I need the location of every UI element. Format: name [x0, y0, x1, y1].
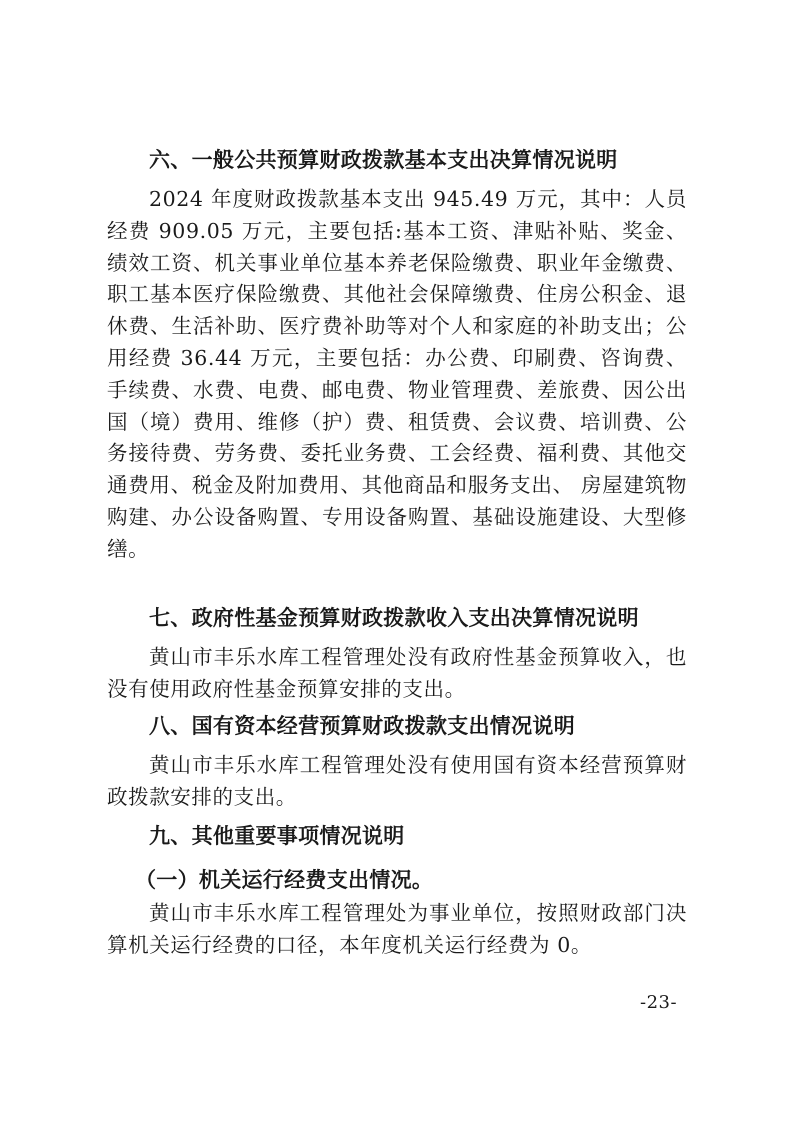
- section-8-heading: 八、国有资本经营预算财政拨款支出情况说明: [149, 714, 575, 738]
- section-6-heading: 六、一般公共预算财政拨款基本支出决算情况说明: [149, 148, 618, 172]
- section-9-subheading: （一）机关运行经费支出情况。: [135, 868, 434, 892]
- section-9-heading: 九、其他重要事项情况说明: [149, 824, 405, 848]
- section-6-paragraph: 2024 年度财政拨款基本支出 945.49 万元，其中：人员经费 909.05 万元，主要包括:基本工资、津贴补贴、奖金、绩效工资、机关事业单位基本养老保险缴费、职业年金缴费、职工基本医疗保险缴费、其他社会保障缴费、住房公积金、退休费、生活补助、医疗费补助等对个人和家庭的补助支出；公用经费 36.44 万元，主要包括：办公费、印刷费、咨询费、手续费、水费、电费、邮电费、物业管理费、差旅费、因公出国（境）费用、维修（护）费、租赁费、会议费、培训费、公务接待费、劳务费、委托业务费、工会经费、福利费、其他交通费用、税金及附加费用、其他商品和服务支出、 房屋建筑物购建、办公设备购置、专用设备购置、基础设施建设、大型修缮。: [107, 187, 687, 561]
- page-number: -23-: [640, 992, 678, 1013]
- section-8-paragraph: 黄山市丰乐水库工程管理处没有使用国有资本经营预算财政拨款安排的支出。: [107, 753, 687, 809]
- section-7-heading: 七、政府性基金预算财政拨款收入支出决算情况说明: [149, 606, 639, 630]
- section-9-paragraph: 黄山市丰乐水库工程管理处为事业单位，按照财政部门决算机关运行经费的口径，本年度机关运行经费为 0。: [107, 901, 687, 957]
- section-7-paragraph: 黄山市丰乐水库工程管理处没有政府性基金预算收入，也没有使用政府性基金预算安排的支出。: [107, 645, 687, 701]
